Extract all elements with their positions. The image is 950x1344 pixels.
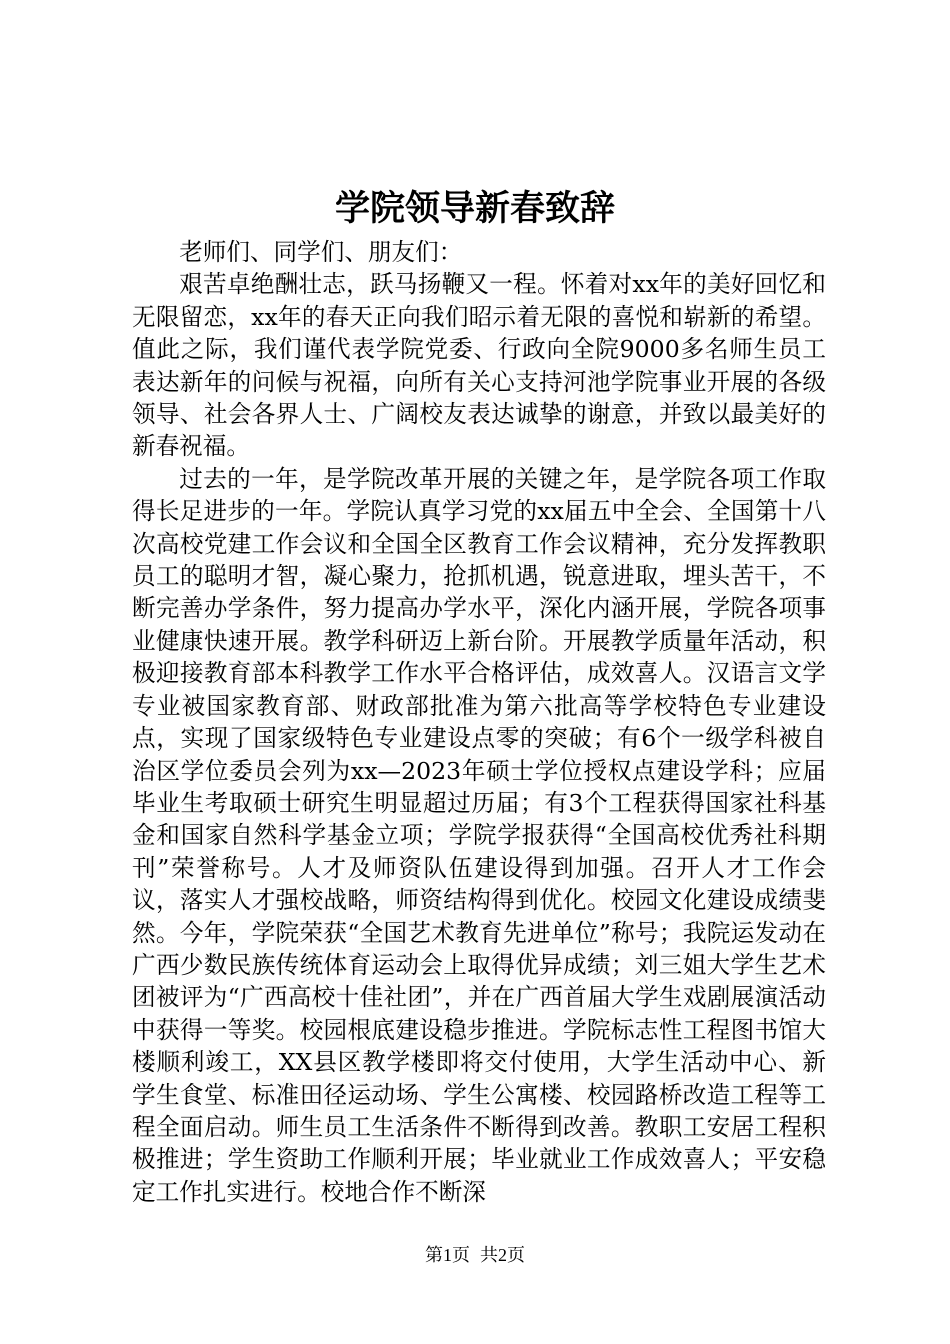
salutation-paragraph: 老师们、同学们、朋友们： [179, 238, 463, 266]
document-body [132, 236, 826, 1208]
page-number: 第1页 [425, 1245, 470, 1265]
body-paragraph: 过去的一年，是学院改革开展的关键之年，是学院各项工作取得长足进步的一年。学院认真学习党的xx届五中全会、全国第十八次高校党建工作会议和全国全区教育工作会议精神，充分发挥教职员工的聪明才智，凝心聚力，抢抓机遇，锐意进取，埋头苦干，不断完善办学条件，努力提高办学水平，深化内涵开展，学院各项事业健康快速开展。教学科研迈上新台阶。开展教学质量年活动，积极迎接教育部本科教学工作水平合格评估，成效喜人。汉语言文学专业被国家教育部、财政部批准为第六批高等学校特色专业建设点，实现了国家级特色专业建设点零的突破；有6个一级学科被自治区学位委员会列为xx—2023年硕士学位授权点建设学科；应届毕业生考取硕士研究生明显超过历届；有3个工程获得国家社科基金和国家自然科学基金立项；学院学报获得“全国高校优秀社科期刊”荣誉称号。人才及师资队伍建设得到加强。召开人才工作会议，落实人才强校战略，师资结构得到优化。校园文化建设成绩斐然。今年，学院荣获“全国艺术教育先进单位”称号；我院运发动在广西少数民族传统体育运动会上取得优异成绩；刘三姐大学生艺术团被评为“广西高校十佳社团”，并在广西首届大学生戏剧展演活动中获得一等奖。校园根底建设稳步推进。学院标志性工程图书馆大楼顺利竣工，XX县区教学楼即将交付使用，大学生活动中心、新学生食堂、标准田径运动场、学生公寓楼、校园路桥改造工程等工程全面启动。师生员工生活条件不断得到改善。教职工安居工程积极推进；学生资助工作顺利开展；毕业就业工作成效喜人；平安稳定工作扎实进行。校地合作不断深 [132, 464, 826, 1206]
page-total: 共2页 [480, 1245, 525, 1265]
body-paragraph: 艰苦卓绝酬壮志，跃马扬鞭又一程。怀着对xx年的美好回忆和无限留恋，xx年的春天正向我们昭示着无限的喜悦和崭新的希望。值此之际，我们谨代表学院党委、行政向全院9000多名师生员工表达新年的问候与祝福，向所有关心支持河池学院事业开展的各级领导、社会各界人士、广阔校友表达诚挚的谢意，并致以最美好的新春祝福。 [132, 270, 826, 461]
document-title: 学院领导新春致辞 [334, 188, 615, 229]
page-footer [0, 1243, 950, 1267]
